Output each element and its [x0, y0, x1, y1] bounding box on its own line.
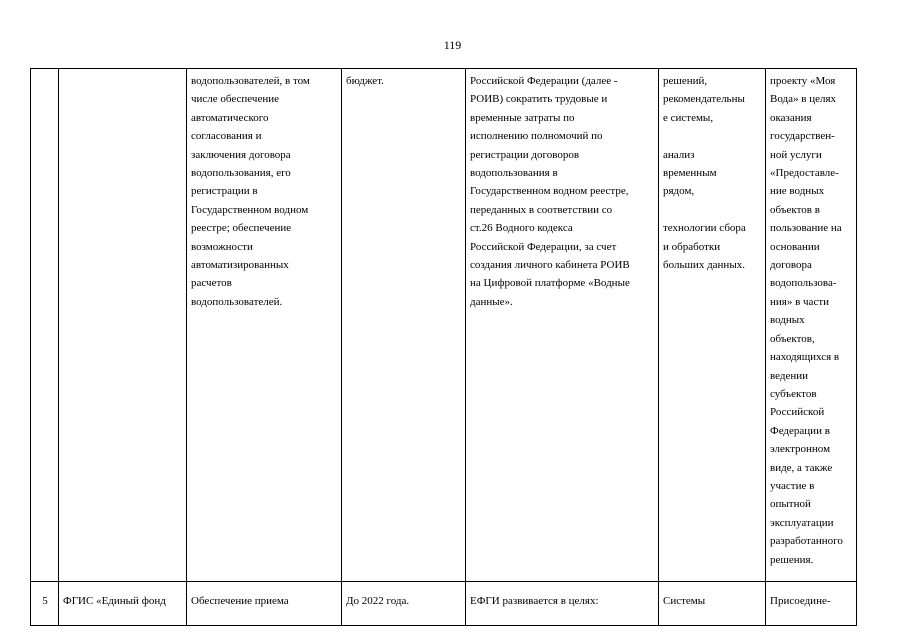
cell-text-line: участие в: [770, 479, 815, 492]
data-table: [30, 68, 857, 626]
cell-text-line: ной услуги: [770, 148, 822, 161]
cell-text-line: реестре; обеспечение: [191, 222, 292, 235]
table-row: [31, 69, 857, 582]
paragraph-gap: [663, 201, 762, 219]
cell-text-line: исполнению полномочий по: [470, 130, 603, 143]
cell-text-line: Государственном водном: [191, 203, 309, 216]
cell-text-line: Государственном водном реестре,: [470, 185, 629, 198]
cell-text-line: ст.26 Водного кодекса: [470, 222, 573, 235]
cell-text-line: разработанного: [770, 535, 843, 548]
cell-text-line: пользование на: [770, 222, 842, 235]
cell-effect: [766, 69, 857, 582]
cell-text-line: числе обеспечение: [191, 93, 279, 106]
cell-technologies: [659, 69, 766, 582]
cell-text-line: находящихся в: [770, 351, 840, 364]
cell-text-line: водопользова-: [770, 277, 837, 290]
cell-text-line: эксплуатации: [770, 516, 834, 529]
table-row: [31, 582, 857, 626]
cell-description: [466, 69, 659, 582]
cell-text-line: проекту «Моя: [770, 75, 836, 87]
cell-text-line: водопользователей.: [191, 295, 283, 308]
cell-task: [187, 69, 342, 582]
cell-text-line: рекомендательны: [663, 93, 745, 106]
cell-text-line: расчетов: [191, 277, 232, 290]
cell-text-line: технологии сбора: [663, 222, 746, 235]
cell-text-line: данные».: [470, 295, 513, 308]
cell-text-line: субъектов: [770, 387, 817, 400]
cell-text-line: водопользователей, в том: [191, 75, 310, 87]
cell-text-line: временные затраты по: [470, 111, 575, 124]
cell-text-line: решения.: [770, 553, 814, 566]
cell-text-line: Российской: [770, 406, 825, 419]
cell-text-line: виде, а также: [770, 461, 833, 474]
cell-text-line: ния» в части: [770, 295, 830, 308]
cell-system-name: ФГИС «Единый фонд: [59, 582, 187, 626]
cell-term: До 2022 года.: [342, 582, 466, 626]
cell-text-line: РОИВ) сократить трудовые и: [470, 93, 608, 106]
cell-text-line: автоматизированных: [191, 259, 289, 272]
cell-text-line: е системы,: [663, 111, 714, 124]
cell-task: Обеспечение приема: [187, 582, 342, 626]
cell-text-line: рядом,: [663, 185, 695, 198]
cell-text-line: автоматического: [191, 111, 269, 124]
cell-text-line: решений,: [663, 75, 708, 87]
cell-effect: Присоедине-: [766, 582, 857, 626]
cell-text-line: «Предоставле-: [770, 167, 839, 180]
cell-text-line: переданных в соответствии со: [470, 203, 613, 216]
cell-text-line: опытной: [770, 498, 811, 511]
cell-text-line: Федерации в: [770, 424, 830, 437]
cell-text-line: согласования и: [191, 130, 262, 143]
cell-text-line: ние водных: [770, 185, 825, 198]
cell-description: ЕФГИ развивается в целях:: [466, 582, 659, 626]
cell-text-line: создания личного кабинета РОИВ: [470, 259, 630, 272]
cell-text-line: бюджет.: [346, 75, 384, 87]
cell-text-line: регистрации договоров: [470, 148, 580, 161]
cell-number: [31, 69, 59, 582]
cell-text-line: на Цифровой платформе «Водные: [470, 277, 630, 290]
cell-text-line: регистрации в: [191, 185, 258, 198]
cell-system-name: [59, 69, 187, 582]
cell-text-line: больших данных.: [663, 259, 745, 272]
cell-text-line: государствен-: [770, 130, 835, 143]
cell-text-line: возможности: [191, 240, 253, 253]
cell-text-line: анализ: [663, 148, 695, 161]
cell-text-line: водных: [770, 314, 805, 327]
cell-text-line: ведении: [770, 369, 809, 382]
cell-text-line: основании: [770, 240, 820, 253]
cell-text-line: объектов,: [770, 332, 815, 345]
cell-text-line: заключения договора: [191, 148, 291, 161]
cell-text-line: водопользования в: [470, 167, 558, 180]
cell-text-line: электронном: [770, 443, 831, 456]
cell-text-line: временным: [663, 167, 717, 180]
cell-text-line: Российской Федерации (далее -: [470, 75, 618, 87]
cell-text-line: договора: [770, 259, 812, 272]
paragraph-gap: [663, 127, 762, 145]
cell-text-line: Российской Федерации, за счет: [470, 240, 617, 253]
cell-text-line: оказания: [770, 111, 812, 124]
cell-term: [342, 69, 466, 582]
cell-text-line: объектов в: [770, 203, 820, 216]
cell-technologies: Системы: [659, 582, 766, 626]
page-number: 119: [443, 38, 462, 52]
cell-text-line: и обработки: [663, 240, 721, 253]
cell-text-line: водопользования, его: [191, 167, 291, 180]
cell-number: 5: [31, 582, 59, 626]
cell-text-line: Вода» в целях: [770, 93, 837, 106]
